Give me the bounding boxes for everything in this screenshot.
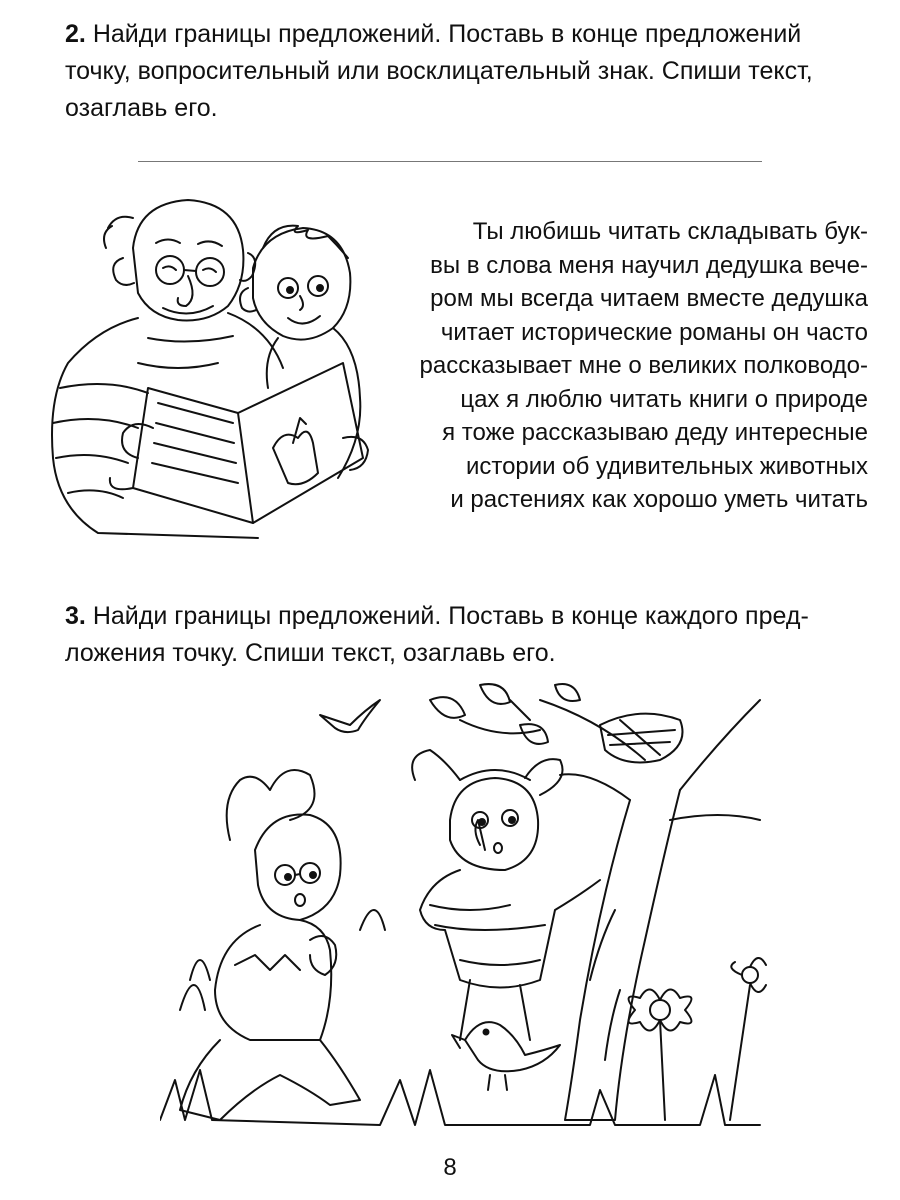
task-2 [65, 16, 865, 127]
story-line: истории об удивительных животных [465, 452, 868, 480]
story-text [400, 215, 868, 517]
story-line: и растениях как хорошо уметь читать [450, 486, 868, 513]
story-line: цах я люблю читать книги о природе [460, 385, 868, 413]
task-instruction: Найди границы предложений. Поставь в конце каждого пред-ложения точку. Спиши текст, озаглавь его. [65, 602, 809, 667]
story-line: читает исторические романы он часто [440, 318, 868, 346]
story-line: я тоже рассказываю деду интересные [442, 419, 868, 446]
page-number: 8 [443, 1154, 457, 1181]
story-line: рассказывает мне о великих полководо- [419, 352, 868, 379]
task-instruction: Найди границы предложений. Поставь в конце предложений точку, вопросительный или восклицательный знак. Спиши текст, озаглавь его. [65, 20, 813, 122]
story-line: вы в слова меня научил дедушка вече- [430, 251, 868, 279]
girls-and-bird-illustration [160, 680, 770, 1145]
answer-line [138, 161, 762, 162]
task-3 [65, 598, 865, 672]
task-number: 2. [65, 20, 86, 48]
story-line: Ты любишь читать складывать бук- [472, 218, 868, 245]
task-number: 3. [65, 602, 86, 630]
story-line: ром мы всегда читаем вместе дедушка [430, 285, 868, 312]
grandfather-and-boy-illustration [38, 188, 378, 543]
